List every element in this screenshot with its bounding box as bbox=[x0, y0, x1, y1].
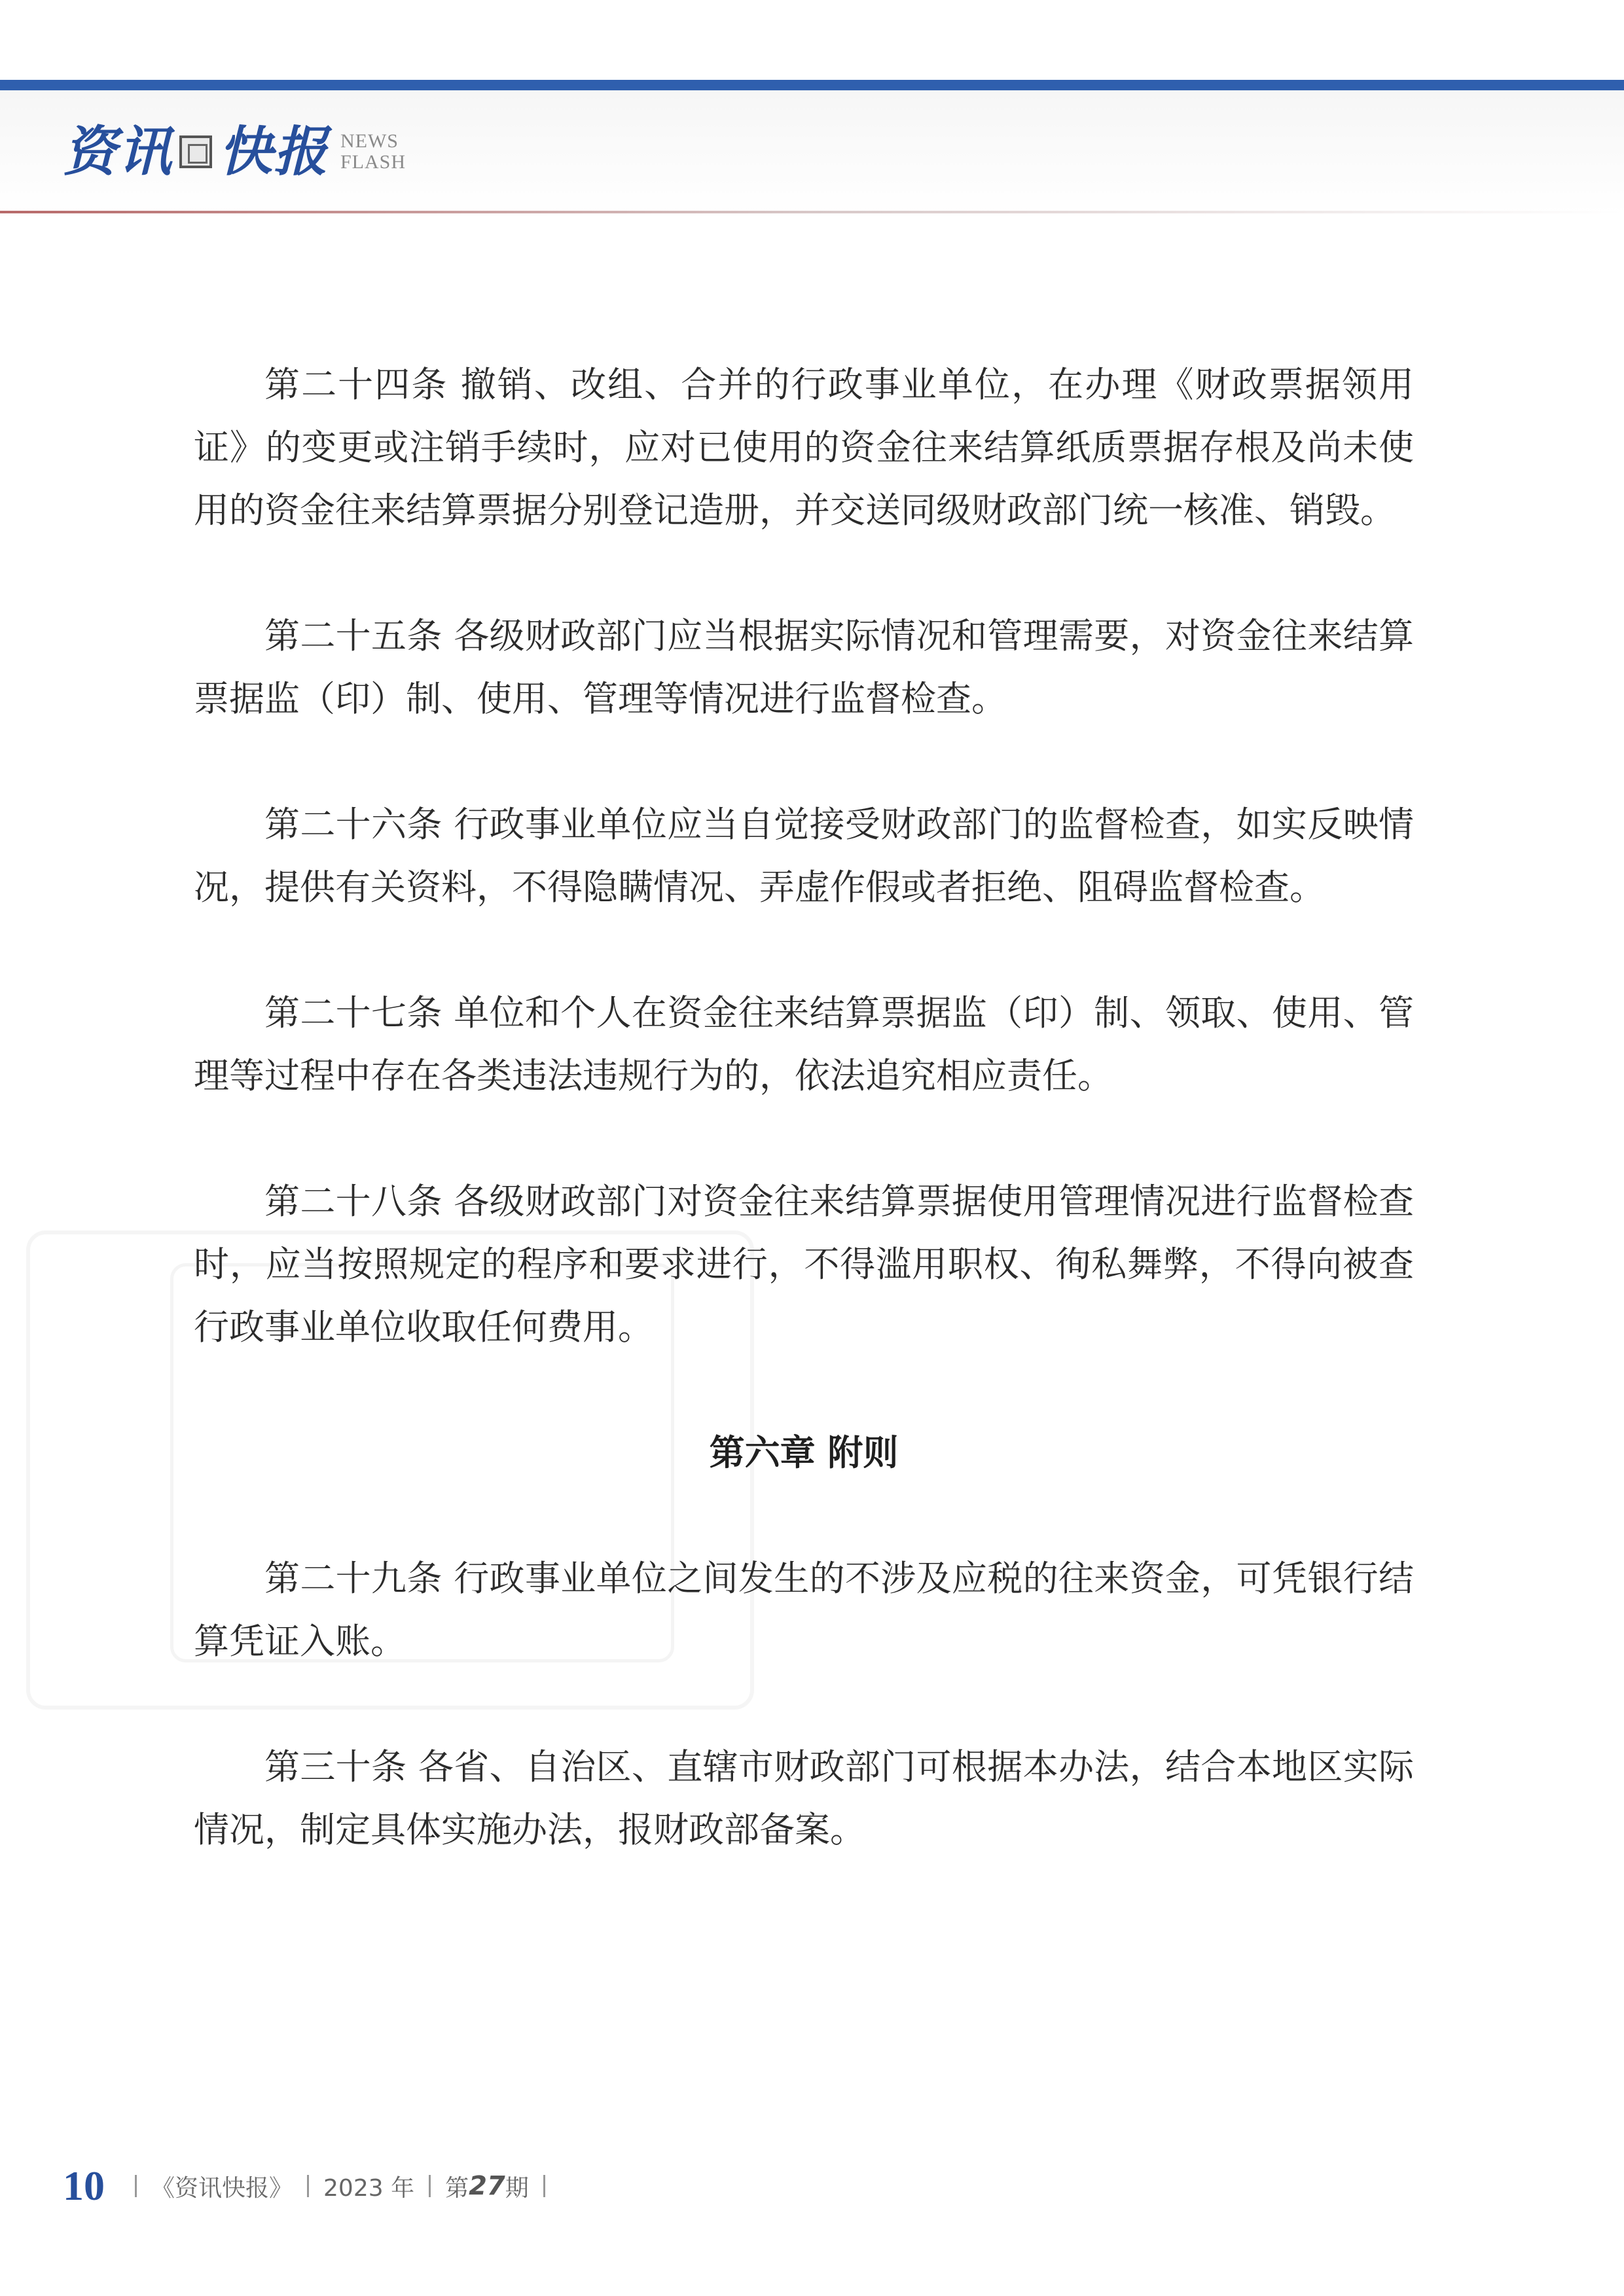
issue-number: 27 bbox=[469, 2171, 505, 2201]
seal-icon bbox=[179, 135, 212, 168]
footer-divider bbox=[543, 2175, 545, 2197]
page-number: 10 bbox=[63, 2162, 105, 2209]
article-body bbox=[194, 353, 1414, 1924]
page-footer bbox=[63, 2160, 560, 2212]
article-paragraph-30: 第三十条 各省、自治区、直辖市财政部门可根据本办法，结合本地区实际情况，制定具体实施办法，报财政部备案。 bbox=[194, 1746, 1414, 1850]
article-paragraph-24: 第二十四条 撤销、改组、合并的行政事业单位，在办理《财政票据领用证》的变更或注销手续时，应对已使用的资金往来结算纸质票据存根及尚未使用的资金往来结算票据分别登记造册，并交送同级财政部门统一核准、销毁。 bbox=[194, 364, 1414, 531]
publication-year: 2023 年 bbox=[323, 2174, 415, 2202]
masthead-rule bbox=[0, 211, 1624, 213]
masthead-logo bbox=[63, 113, 406, 191]
chapter-heading: 第六章 附则 bbox=[709, 1432, 899, 1473]
logo-english-line1: NEWS bbox=[340, 130, 399, 152]
footer-divider bbox=[307, 2175, 309, 2197]
article-paragraph-27: 第二十七条 单位和个人在资金往来结算票据监（印）制、领取、使用、管理等过程中存在各类违法违规行为的，依法追究相应责任。 bbox=[194, 992, 1414, 1096]
logo-title-part1: 资讯 bbox=[63, 120, 173, 183]
footer-divider bbox=[429, 2175, 431, 2197]
article-paragraph-26: 第二十六条 行政事业单位应当自觉接受财政部门的监督检查，如实反映情况，提供有关资料，不得隐瞒情况、弄虚作假或者拒绝、阻碍监督检查。 bbox=[194, 804, 1414, 908]
issue-suffix: 期 bbox=[505, 2174, 529, 2202]
top-accent-bar bbox=[0, 80, 1624, 90]
footer-divider bbox=[135, 2175, 137, 2197]
publication-name: 《资讯快报》 bbox=[151, 2174, 293, 2202]
logo-english bbox=[340, 131, 406, 173]
logo-english-line2: FLASH bbox=[340, 151, 406, 173]
logo-title-part2: 快报 bbox=[219, 120, 329, 183]
issue-prefix: 第 bbox=[445, 2174, 469, 2202]
article-paragraph-28: 第二十八条 各级财政部门对资金往来结算票据使用管理情况进行监督检查时，应当按照规定的程序和要求进行，不得滥用职权、徇私舞弊，不得向被查行政事业单位收取任何费用。 bbox=[194, 1181, 1414, 1348]
article-paragraph-25: 第二十五条 各级财政部门应当根据实际情况和管理需要，对资金往来结算票据监（印）制、使用、管理等情况进行监督检查。 bbox=[194, 615, 1414, 719]
article-paragraph-29: 第二十九条 行政事业单位之间发生的不涉及应税的往来资金，可凭银行结算凭证入账。 bbox=[194, 1558, 1414, 1662]
